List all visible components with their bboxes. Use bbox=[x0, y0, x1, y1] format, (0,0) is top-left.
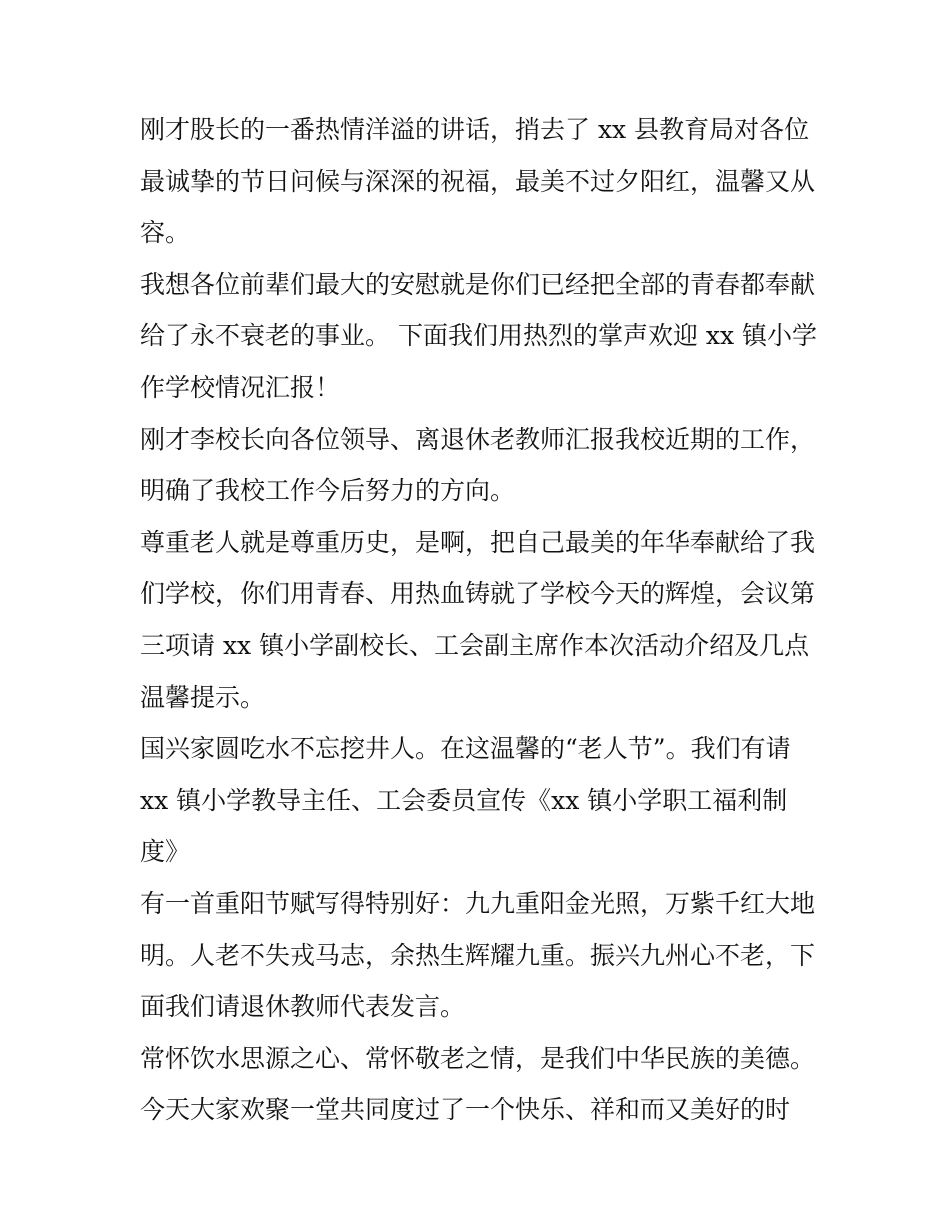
text-line: 明。人老不失戎马志，余热生辉耀九重。振兴九州心不老，下 bbox=[140, 940, 816, 970]
text-line: 明确了我校工作今后努力的方向。 bbox=[140, 476, 516, 506]
text-line: 国兴家圆吃水不忘挖井人。在这温馨的“老人节”。我们有请 bbox=[140, 734, 791, 764]
text-line: 有一首重阳节赋写得特别好：九九重阳金光照，万紫千红大地 bbox=[140, 888, 816, 918]
text-line: 度》 bbox=[140, 837, 191, 867]
text-line: 尊重老人就是尊重历史，是啊，把自己最美的年华奉献给了我 bbox=[140, 527, 816, 557]
text-line: 最诚挚的节日问候与深深的祝福，最美不过夕阳红，温馨又从 bbox=[140, 166, 816, 196]
text-line: 容。 bbox=[140, 218, 191, 248]
text-line: 温馨提示。 bbox=[140, 682, 266, 712]
text-line: 我想各位前辈们最大的安慰就是你们已经把全部的青春都奉献 bbox=[140, 269, 816, 299]
text-line: 刚才股长的一番热情洋溢的讲话，捎去了 xx 县教育局对各位 bbox=[140, 115, 810, 144]
text-line: 作学校情况汇报！ bbox=[140, 372, 341, 402]
text-line: 刚才李校长向各位领导、离退休老教师汇报我校近期的工作， bbox=[140, 424, 816, 454]
text-line: 常怀饮水思源之心、常怀敬老之情，是我们中华民族的美德。 bbox=[140, 1043, 816, 1073]
text-line: 给了永不衰老的事业。 下面我们用热烈的掌声欢迎 xx 镇小学 bbox=[140, 321, 818, 351]
text-line: 今天大家欢聚一堂共同度过了一个快乐、祥和而又美好的时 bbox=[140, 1095, 791, 1125]
speech-text bbox=[140, 104, 820, 1136]
text-line: 三项请 xx 镇小学副校长、工会副主席作本次活动介绍及几点 bbox=[140, 630, 810, 660]
text-line: 面我们请退休教师代表发言。 bbox=[140, 992, 466, 1022]
text-line: 们学校，你们用青春、用热血铸就了学校今天的辉煌，会议第 bbox=[140, 579, 816, 609]
text-line: xx 镇小学教导主任、工会委员宣传《xx 镇小学职工福利制 bbox=[140, 785, 788, 815]
